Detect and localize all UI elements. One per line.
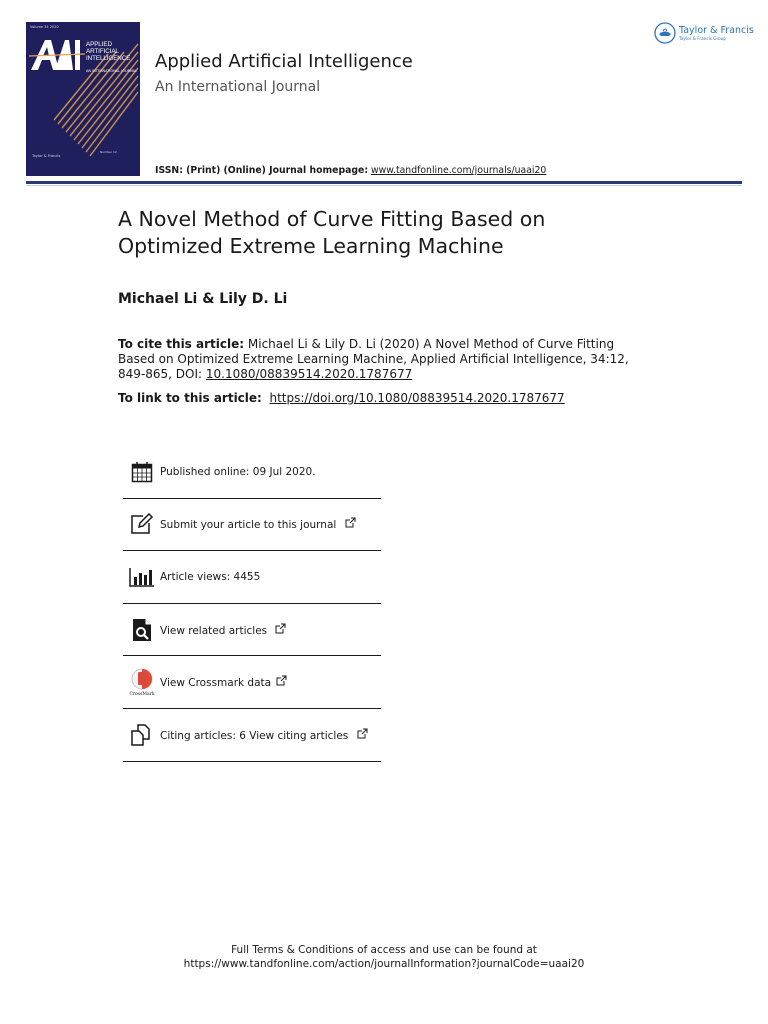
article-views-row (123, 551, 381, 604)
citing-articles-link[interactable] (160, 728, 368, 742)
related-articles-label: View related articles (160, 624, 268, 637)
external-link-icon (275, 623, 286, 634)
terms-footer (0, 943, 768, 971)
crossmark-badge-label: CrossMark (129, 692, 155, 697)
crossmark-link[interactable] (160, 675, 287, 689)
footer-terms-url[interactable]: https://www.tandfonline.com/action/journalInformation?journalCode=uaai20 (183, 958, 585, 970)
article-views: Article views: 4455 (160, 570, 261, 583)
footer-line-1: Full Terms & Conditions of access and use can be found at (231, 944, 537, 956)
external-link-icon (276, 675, 287, 686)
submit-article-row[interactable] (123, 499, 381, 552)
cover-subtitle: AN INTERNATIONAL JOURNAL (86, 69, 138, 73)
header-rule (26, 181, 742, 184)
crossmark-row[interactable] (123, 656, 381, 709)
header-rule-thin (26, 185, 742, 186)
cover-title-line: ARTIFICIAL (86, 48, 119, 55)
article-link-line (118, 391, 565, 405)
taylor-francis-text (679, 26, 754, 41)
journal-homepage-link[interactable]: www.tandfonline.com/journals/uaai20 (371, 165, 547, 176)
aai-logo-icon (29, 36, 85, 72)
doi-link[interactable]: 10.1080/08839514.2020.1787677 (205, 367, 413, 381)
article-title: A Novel Method of Curve Fitting Based on Optimized Extreme Learning Machine (118, 207, 546, 258)
published-row (123, 446, 381, 499)
journal-title: Applied Artificial Intelligence (155, 51, 413, 72)
taylor-francis-lamp-icon (654, 22, 676, 44)
cover-publisher: Taylor & Francis (32, 154, 61, 158)
citing-articles-label: Citing articles: 6 View citing articles (160, 729, 349, 742)
submit-article-link[interactable] (160, 517, 356, 531)
cite-text: Michael Li & Lily D. Li (2020) A Novel Method of Curve Fitting Based on Optimized Extreme Learning Machine, Applied Artificial Intelligence, 34:12, 849-865, DOI: (118, 337, 629, 381)
citing-articles-row[interactable] (123, 709, 381, 762)
submit-article-label: Submit your article to this journal (160, 519, 337, 532)
edit-icon (127, 513, 157, 535)
crossmark-label: View Crossmark data (160, 677, 272, 690)
cite-label: To cite this article: (118, 337, 245, 351)
link-label: To link to this article: (118, 391, 262, 405)
journal-subtitle: An International Journal (155, 79, 321, 95)
external-link-icon (345, 517, 356, 528)
cover-volume: Volume 34 2020 (30, 25, 59, 29)
document-search-icon (127, 618, 157, 642)
external-link-icon (357, 728, 368, 739)
cover-issue: Number 12 (100, 150, 117, 154)
calendar-icon (127, 461, 157, 483)
article-info-list (123, 446, 381, 762)
taylor-francis-logo[interactable] (654, 22, 754, 44)
issn-line (155, 165, 546, 176)
article-doi-url[interactable]: https://doi.org/10.1080/08839514.2020.1787677 (269, 391, 565, 405)
cover-title-line: APPLIED (86, 41, 112, 48)
issn-label: ISSN: (Print) (Online) Journal homepage: (155, 165, 369, 176)
journal-cover (26, 22, 140, 176)
brand-group: Taylor & Francis Group (679, 35, 727, 41)
related-articles-row[interactable] (123, 604, 381, 657)
cover-title-line: INTELLIGENCE (86, 55, 131, 62)
published-date: Published online: 09 Jul 2020. (160, 465, 316, 478)
citing-documents-icon (127, 724, 157, 746)
brand-name: Taylor & Francis (679, 24, 754, 36)
citation-block (118, 337, 638, 382)
cover-title (86, 41, 130, 62)
crossmark-icon (127, 668, 157, 696)
related-articles-link[interactable] (160, 623, 286, 637)
bar-chart-icon (127, 567, 157, 587)
article-authors: Michael Li & Lily D. Li (118, 291, 288, 307)
